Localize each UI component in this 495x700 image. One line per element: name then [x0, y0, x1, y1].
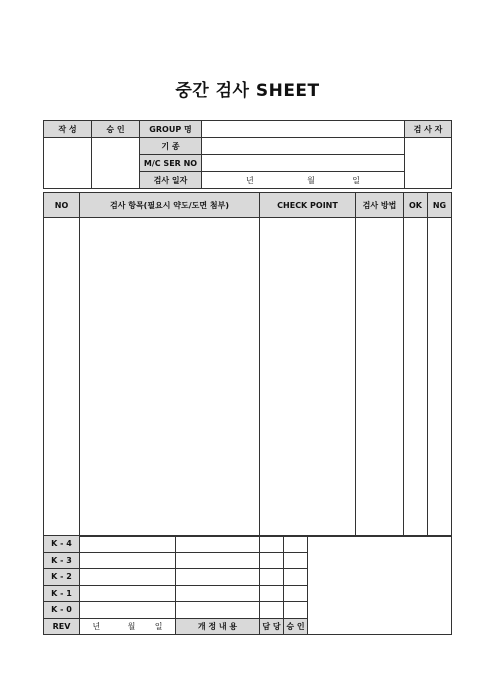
model-value[interactable] [202, 138, 405, 155]
col-ng: NG [428, 193, 452, 218]
col-method: 검사 방법 [356, 193, 404, 218]
check-point-cell[interactable] [260, 218, 356, 537]
method-cell[interactable] [356, 218, 404, 537]
revision-table [43, 535, 452, 635]
rev-approve-label: 승 인 [284, 618, 308, 635]
col-ok: OK [404, 193, 428, 218]
rev-manager-cell[interactable] [260, 552, 284, 569]
rev-blank-area [308, 536, 452, 635]
rev-manager-cell[interactable] [260, 585, 284, 602]
rev-approve-cell[interactable] [284, 569, 308, 586]
rev-row-label: K - 1 [44, 585, 80, 602]
rev-month: 월 [127, 621, 136, 631]
ng-cell[interactable] [428, 218, 452, 537]
rev-approve-cell[interactable] [284, 602, 308, 619]
inspection-table [43, 192, 452, 537]
model-label: 기 종 [140, 138, 202, 155]
rev-manager-cell[interactable] [260, 602, 284, 619]
rev-approve-cell[interactable] [284, 585, 308, 602]
rev-manager-cell[interactable] [260, 536, 284, 553]
approve-label: 승 인 [92, 121, 140, 138]
rev-approve-cell[interactable] [284, 552, 308, 569]
serial-value[interactable] [202, 155, 405, 172]
no-cell[interactable] [44, 218, 80, 537]
rev-date-cell[interactable] [80, 552, 176, 569]
group-label: GROUP 명 [140, 121, 202, 138]
rev-content-cell[interactable] [176, 569, 260, 586]
date-value[interactable] [202, 172, 405, 189]
col-item: 검사 항목(필요시 약도/도면 첨부) [80, 193, 260, 218]
rev-manager-cell[interactable] [260, 569, 284, 586]
approve-sign-box[interactable] [92, 138, 140, 189]
rev-manager-label: 담 당 [260, 618, 284, 635]
group-value[interactable] [202, 121, 405, 138]
inspector-label: 검 사 자 [405, 121, 452, 138]
inspector-sign-box[interactable] [405, 138, 452, 189]
item-cell[interactable] [80, 218, 260, 537]
date-label: 검사 일자 [140, 172, 202, 189]
serial-label: M/C SER NO [140, 155, 202, 172]
rev-content-cell[interactable] [176, 552, 260, 569]
rev-row-label: K - 2 [44, 569, 80, 586]
rev-label: REV [44, 618, 80, 635]
rev-date-cell[interactable] [80, 536, 176, 553]
col-no: NO [44, 193, 80, 218]
rev-date-cell[interactable] [80, 585, 176, 602]
date-month: 월 [307, 175, 315, 185]
author-label: 작 성 [44, 121, 92, 138]
date-day: 일 [352, 175, 360, 185]
date-year: 년 [246, 175, 254, 185]
rev-date-cell[interactable] [80, 569, 176, 586]
info-table [43, 120, 452, 189]
ok-cell[interactable] [404, 218, 428, 537]
rev-approve-cell[interactable] [284, 536, 308, 553]
page-title: 중간 검사 SHEET [175, 81, 320, 101]
rev-day: 일 [154, 621, 163, 631]
rev-date-cell[interactable] [80, 602, 176, 619]
rev-content-cell[interactable] [176, 585, 260, 602]
rev-content-cell[interactable] [176, 602, 260, 619]
col-check-point: CHECK POINT [260, 193, 356, 218]
author-sign-box[interactable] [44, 138, 92, 189]
rev-row-label: K - 0 [44, 602, 80, 619]
rev-content-label: 개 정 내 용 [176, 618, 260, 635]
rev-row-label: K - 3 [44, 552, 80, 569]
rev-row-label: K - 4 [44, 536, 80, 553]
rev-date-header [80, 618, 176, 635]
rev-year: 년 [92, 621, 101, 631]
rev-content-cell[interactable] [176, 536, 260, 553]
